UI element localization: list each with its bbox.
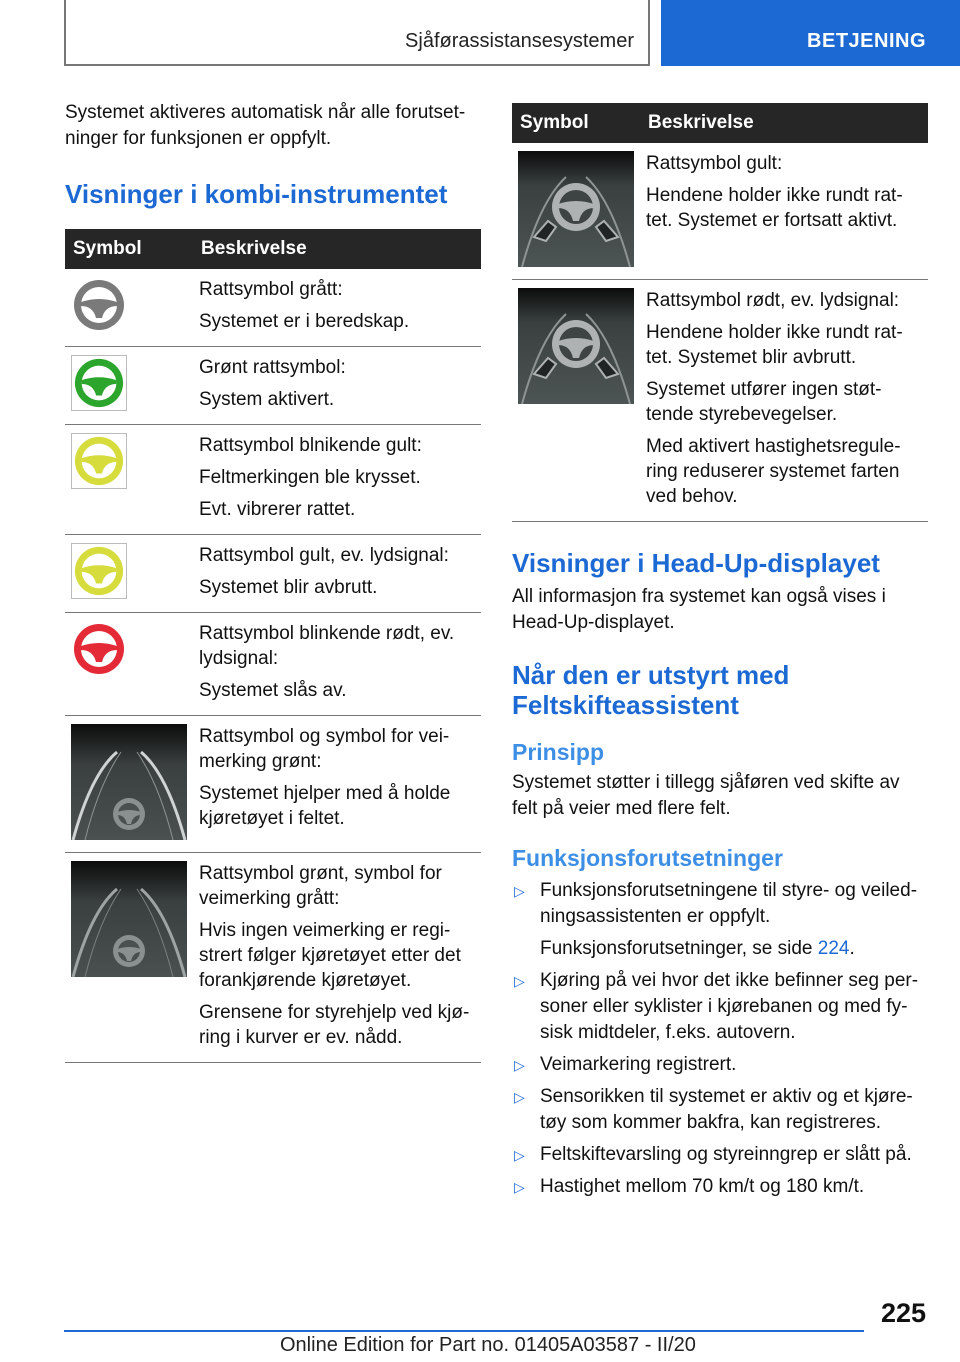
table-row <box>65 347 481 425</box>
steering-wheel-green-icon <box>71 355 127 411</box>
col-symbol-header: Symbol <box>65 229 193 269</box>
list-item: ▷ Kjøring på vei hvor det ikke befinner seg per‐soner eller syklister i kjørebanen og med fy‐sisk midtdeler, f.eks. autovern. <box>514 970 919 1043</box>
requirements-list <box>512 878 928 1200</box>
hands-off-symbol-table <box>512 103 928 522</box>
hands-off-wheel-red-icon <box>518 288 634 404</box>
hands-off-wheel-yellow-icon <box>518 151 634 267</box>
header-section-box <box>64 0 650 66</box>
principle-heading: Prinsipp <box>512 739 605 765</box>
table-row <box>512 143 928 280</box>
row-line: System aktivert. <box>199 389 335 410</box>
row-line: Med aktivert hastighetsregule‐ring reduserer systemet farten ved behov. <box>646 436 901 507</box>
header-chapter-title: BETJENING <box>807 30 926 52</box>
triangle-bullet-icon: ▷ <box>514 883 525 899</box>
table-row <box>65 425 481 535</box>
row-line: Systemet hjelper med å holde kjøretøyet i feltet. <box>199 783 451 829</box>
row-line: Rattsymbol blinkende rødt, ev. lydsignal: <box>199 623 455 669</box>
hud-heading: Visninger i Head-Up-displayet <box>512 548 880 578</box>
right-column <box>512 103 928 1206</box>
steering-wheel-gray-icon <box>71 277 127 333</box>
row-line: Rattsymbol blnikende gult: <box>199 435 422 456</box>
hud-text: All informasjon fra systemet kan også vises i Head-Up-displayet. <box>512 586 886 633</box>
row-line: Systemet er i beredskap. <box>199 311 410 332</box>
footer-edition: Online Edition for Part no. 01405A03587 - II/20 <box>280 1334 696 1356</box>
steering-wheel-yellow-icon <box>71 543 127 599</box>
col-desc-header: Beskrivelse <box>193 229 481 269</box>
row-line: Rattsymbol grått: <box>199 279 343 300</box>
table-row <box>65 269 481 347</box>
triangle-bullet-icon: ▷ <box>514 1089 525 1105</box>
list-item: ▷ Hastighet mellom 70 km/t og 180 km/t. <box>512 1174 928 1200</box>
row-line: Evt. vibrerer rattet. <box>199 499 356 520</box>
req-note: Funksjonsforutsetninger, se side <box>540 938 818 959</box>
kombi-heading: Visninger i kombi-instrumentet <box>65 179 448 209</box>
list-item: ▷ Sensorikken til systemet er aktiv og et kjøre‐tøy som kommer bakfra, kan registreres. <box>514 1086 913 1133</box>
header-chapter-box <box>661 0 960 66</box>
requirements-heading: Funksjonsforutsetninger <box>512 845 783 871</box>
row-line: Grensene for styrehjelp ved kjø‐ring i kurver er ev. nådd. <box>199 1002 470 1048</box>
row-line: Rattsymbol rødt, ev. lydsignal: <box>646 290 900 311</box>
kombi-symbol-table <box>65 229 481 1063</box>
intro-text: Systemet aktiveres automatisk når alle forutset‐ninger for funksjonen er oppfylt. <box>65 102 466 149</box>
row-line: Rattsymbol gult, ev. lydsignal: <box>199 545 449 566</box>
page-reference-link[interactable]: 224 <box>817 938 850 959</box>
row-line: Hendene holder ikke rundt rat‐tet. Systemet blir avbrutt. <box>646 322 903 368</box>
row-line: Systemet slås av. <box>199 680 347 701</box>
road-lane-markings-gray-icon <box>71 861 187 977</box>
page-number: 225 <box>880 1298 926 1328</box>
col-desc-header: Beskrivelse <box>640 103 928 143</box>
table-row <box>65 716 481 853</box>
principle-text: Systemet støtter i tillegg sjåføren ved skifte av felt på veier med flere felt. <box>512 772 900 819</box>
header-section-title: Sjåførassistansesystemer <box>405 30 634 52</box>
lane-change-heading: Når den er utstyrt med Feltskifteassistent <box>512 660 790 720</box>
left-column <box>65 100 481 1063</box>
row-line: Rattsymbol gult: <box>646 153 783 174</box>
table-row <box>65 853 481 1063</box>
table-row <box>65 613 481 716</box>
row-line: Grønt rattsymbol: <box>199 357 346 378</box>
steering-wheel-red-icon <box>71 621 127 677</box>
triangle-bullet-icon: ▷ <box>514 973 525 989</box>
triangle-bullet-icon: ▷ <box>514 1057 525 1073</box>
row-line: Rattsymbol grønt, symbol for veimerking grått: <box>199 863 442 909</box>
row-line: Hendene holder ikke rundt rat‐tet. Systemet er fortsatt aktivt. <box>646 185 903 231</box>
list-item: ▷ Funksjonsforutsetningene til styre- og veiled‐ningsassistenten er oppfylt. Funksjonsforutsetninger, se side 224. <box>514 880 918 959</box>
row-line: Systemet utfører ingen støt‐tende styrebevegelser. <box>646 379 882 425</box>
triangle-bullet-icon: ▷ <box>514 1179 525 1195</box>
col-symbol-header: Symbol <box>512 103 640 143</box>
triangle-bullet-icon: ▷ <box>514 1147 525 1163</box>
row-line: Rattsymbol og symbol for vei‐merking grønt: <box>199 726 450 772</box>
footer-divider <box>64 1330 864 1332</box>
road-lane-markings-green-icon <box>71 724 187 840</box>
list-item: ▷ Veimarkering registrert. <box>512 1052 928 1078</box>
list-item: ▷ Feltskiftevarsling og styreinngrep er slått på. <box>512 1142 928 1168</box>
steering-wheel-yellow-blinking-icon <box>71 433 127 489</box>
row-line: Systemet blir avbrutt. <box>199 577 378 598</box>
row-line: Feltmerkingen ble krysset. <box>199 467 421 488</box>
table-row <box>65 535 481 613</box>
row-line: Hvis ingen veimerking er regi‐strert følger kjøretøyet etter det forankjørende kjøretøyet. <box>199 920 461 991</box>
table-row <box>512 280 928 522</box>
